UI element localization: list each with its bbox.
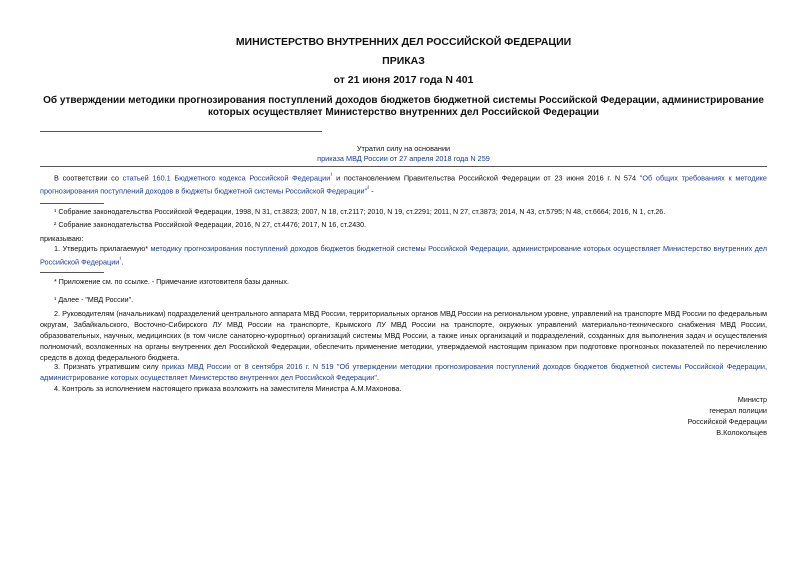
footnote-divider-1	[40, 203, 104, 204]
order-item-4: 4. Контроль за исполнением настоящего приказа возложить на заместителя Министра А.М.Махонова.	[54, 384, 402, 393]
order-item-1-text: 1. Утвердить прилагаемую*	[54, 244, 151, 253]
document-date-number: от 21 июня 2017 года N 401	[333, 74, 474, 86]
preamble-paragraph	[40, 170, 767, 197]
document-title: Об утверждении методики прогнозирования поступлений доходов бюджетов бюджетной системы Российской Федерации, администрирование которых осуществляет Министерство внутренних дел Российской Федерации	[43, 95, 764, 118]
budget-code-link[interactable]: статьей 160.1 Бюджетного кодекса Российской Федерации	[122, 173, 331, 183]
footnote-mark-2[interactable]: ²	[367, 185, 370, 193]
signature-name: В.Колокольцев	[716, 428, 767, 437]
footnote-2: ² Собрание законодательства Российской Федерации, 2016, N 27, ст.4476; 2017, N 16, ст.2430.	[54, 221, 367, 229]
order-item-1	[40, 243, 767, 267]
repealed-order-link[interactable]: приказ МВД России от 8 сентября 2016 г. N 519 "Об утверждении методики прогнозирования поступлений доходов бюджетов бюджетной системы Российской Федерации, администрирование которых осуществляет Министерство внутренних дел Российской Федерации"	[40, 362, 767, 382]
status-note: Утратил силу на основании	[356, 144, 451, 153]
order-item-2: 2. Руководителям (начальникам) подразделений центрального аппарата МВД России, территориальных органов МВД России на региональном уровне, управлений на транспорте МВД России по федеральным округам, Забайкальского, Восточно-Сибирского ЛУ МВД России на транспорте, Крымского ЛУ МВД России на транспорте, окружных управлений материально-технического снабжения МВД России, образовательных, научных, медицинских (в том числе санаторно-курортных) организаций системы МВД России, а также иных организаций и подразделений, созданных для выполнения задач и осуществления полномочий, возложенных на органы внутренних дел Российской Федерации, обеспечить применение методики, утверждаемой настоящим приказом при подготовке прогнозных показателей по перечислению средств в доход федерального бюджета.	[40, 309, 767, 362]
order-intro: приказываю:	[40, 234, 84, 243]
order-item-3-text: 3. Признать утратившим силу	[54, 362, 162, 371]
footnote-divider-2	[40, 272, 104, 273]
preamble-text-1: В соответствии со	[54, 173, 123, 183]
ministry-name: МИНИСТЕРСТВО ВНУТРЕННИХ ДЕЛ РОССИЙСКОЙ ФЕДЕРАЦИИ	[235, 36, 572, 48]
footnote-mark-1[interactable]: ¹	[330, 172, 333, 179]
order-item-3-end: .	[376, 373, 380, 382]
footnote-4: ¹ Далее - "МВД России".	[54, 296, 134, 304]
preamble-text-3: -	[369, 186, 374, 196]
status-divider	[40, 166, 767, 167]
signature-rank: генерал полиции	[709, 406, 767, 415]
government-resolution-link[interactable]: "Об общих требованиях к методике прогнозирования поступлений доходов в бюджеты бюджетной системы Российской Федерации"	[40, 173, 767, 196]
methodology-link[interactable]: методику прогнозирования поступлений доходов бюджетов бюджетной системы Российской Федерации, администрирование которых осуществляет Министерство внутренних дел Российской Федерации	[40, 244, 767, 267]
document-type: ПРИКАЗ	[382, 55, 425, 67]
signature-country: Российской Федерации	[687, 417, 767, 426]
repeal-order-link[interactable]: приказа МВД России от 27 апреля 2018 года N 259	[317, 154, 490, 163]
footnote-mark-3[interactable]: ¹	[119, 256, 122, 263]
header-divider	[40, 131, 322, 132]
signature-position: Министр	[737, 395, 767, 404]
preamble-text-2: и постановлением Правительства Российской Федерации от 23 июня 2016 г. N 574	[332, 173, 640, 183]
order-item-1-end: .	[121, 257, 124, 267]
footnote-3: * Приложение см. по ссылке. - Примечание изготовителя базы данных.	[54, 278, 289, 286]
order-item-3	[40, 361, 767, 383]
footnote-1: ¹ Собрание законодательства Российской Федерации, 1998, N 31, ст.3823; 2007, N 18, ст.2117; 2010, N 19, ст.2291; 2011, N 27, ст.3873; 2014, N 43, ст.5795; N 48, ст.6664; 2016, N 1, ст.26.	[54, 208, 666, 216]
